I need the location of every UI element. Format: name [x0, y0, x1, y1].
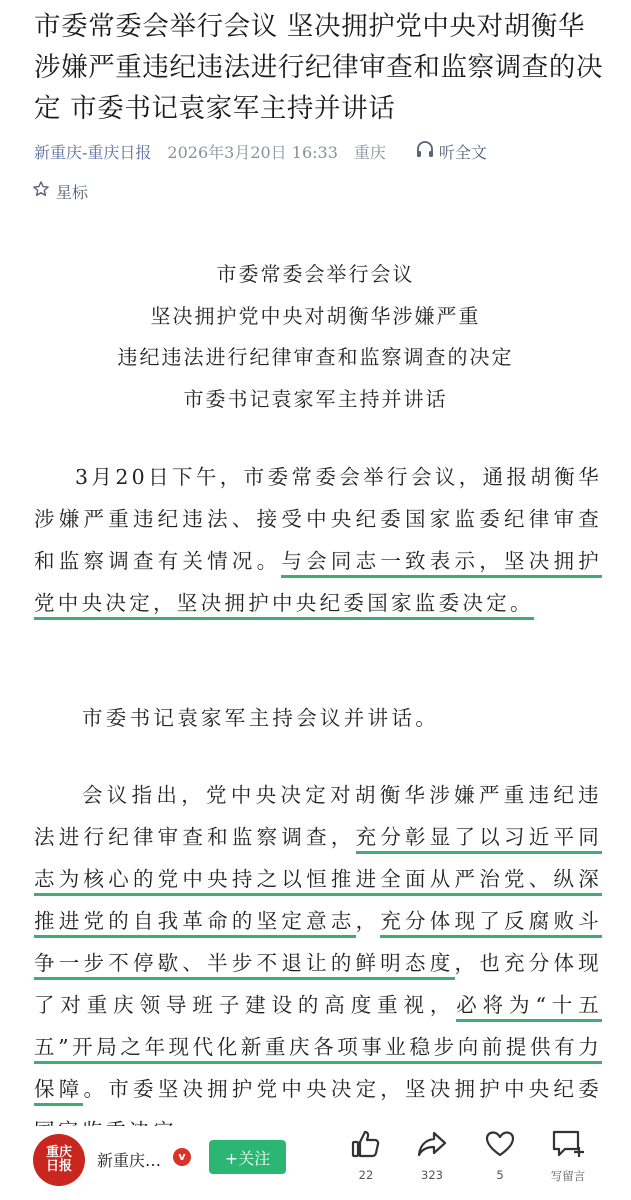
heading-line: 市委书记袁家军主持并讲话 [183, 386, 448, 411]
share-arrow-icon [402, 1128, 462, 1160]
article-datetime: 2026年3月20日 16:33 [167, 142, 338, 162]
like-count: 22 [358, 1168, 374, 1182]
highlighted-text: 充分体现了反腐败斗争一步不停歇、半步不退让的鲜明态度 [34, 909, 602, 980]
paragraph-text: 3月20日下午，市委常委会举行会议，通报胡衡华涉嫌严重违纪违法、接受中央纪委国家监委纪律审查和监察调查有关情况。 [34, 465, 602, 573]
bottom-action-bar [0, 1126, 631, 1200]
like-button[interactable] [336, 1128, 396, 1182]
highlighted-text: 与会同志一致表示，坚决拥护党中央决定，坚决拥护中央纪委国家监委决定。 [34, 549, 602, 620]
article-location: 重庆 [353, 142, 386, 162]
follow-button[interactable]: +关注 [209, 1140, 286, 1174]
article-source[interactable]: 新重庆-重庆日报 [34, 142, 152, 162]
highlighted-text: 必将为“十五五”开局之年现代化新重庆各项事业稳步向前提供有力保障 [34, 993, 602, 1106]
paragraph-3 [34, 774, 602, 1152]
star-button[interactable] [32, 178, 88, 204]
star-label: 星标 [56, 182, 89, 202]
favorite-count: 5 [496, 1168, 504, 1182]
share-count: 323 [421, 1168, 443, 1182]
account-logo[interactable] [33, 1134, 85, 1186]
heading-line: 市委常委会举行会议 [216, 262, 415, 286]
article-heading [0, 254, 631, 420]
headphones-icon [416, 141, 439, 162]
star-outline-icon [32, 180, 56, 202]
article-title: 市委常委会举行会议 坚决拥护党中央对胡衡华涉嫌严重违纪违法进行纪律审查和监察调查的决定 市委书记袁家军主持并讲话 [34, 11, 604, 124]
comment-label: 写留言 [550, 1169, 586, 1183]
logo-text: 重庆 [45, 1145, 72, 1160]
heading-line: 坚决拥护党中央对胡衡华涉嫌严重 [150, 303, 481, 328]
heart-outline-icon [470, 1128, 530, 1160]
favorite-button[interactable] [470, 1128, 530, 1182]
article-meta [34, 136, 614, 166]
thumbs-up-icon [336, 1128, 396, 1160]
verified-badge: v [173, 1148, 191, 1166]
listen-button[interactable] [416, 140, 487, 163]
comment-plus-icon [538, 1128, 598, 1160]
paragraph-text: 会议指出，党中央决定对胡衡华涉嫌严重违纪违法进行纪律审查和监察调查， [34, 783, 602, 849]
paragraph-text: ，也充分体现了对重庆领导班子建设的高度重视， [34, 951, 602, 1017]
listen-label: 听全文 [438, 142, 487, 162]
paragraph-text: 。市委坚决拥护党中央决定，坚决拥护中央纪委 [83, 1077, 602, 1101]
highlighted-text: 充分彰显了以习近平同志为核心的党中央持之以恒推进全面从严治党、纵深推进党的自我革命的坚定意志 [34, 825, 602, 938]
account-name[interactable]: 新重庆… [97, 1151, 162, 1170]
paragraph-text: ， [355, 909, 381, 933]
comment-button[interactable] [538, 1128, 598, 1184]
logo-text: 日报 [45, 1159, 72, 1174]
heading-line: 违纪违法进行纪律审查和监察调查的决定 [117, 345, 514, 369]
paragraph-1 [34, 456, 602, 624]
share-button[interactable] [402, 1128, 462, 1182]
paragraph-2: 市委书记袁家军主持会议并讲话。 [82, 706, 439, 730]
